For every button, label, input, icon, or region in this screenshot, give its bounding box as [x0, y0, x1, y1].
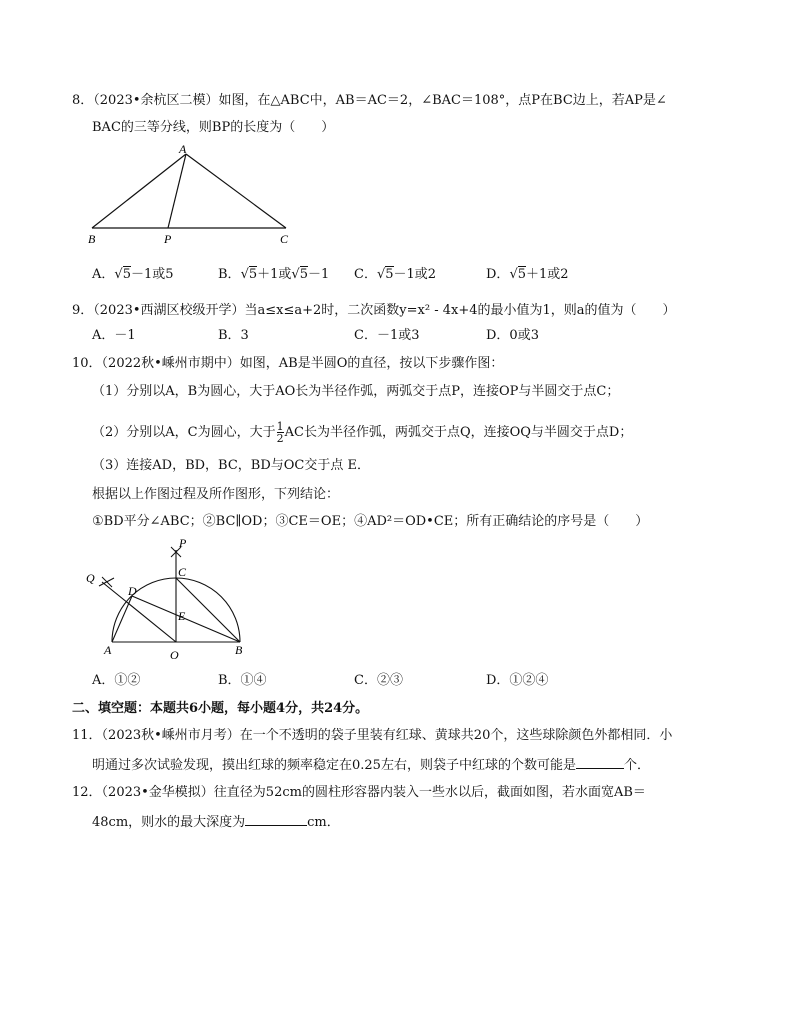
q11-answer-blank[interactable] — [576, 754, 624, 769]
q8-stem-line1: 8．（2023•余杭区二模）如图，在△ABC中，AB＝AC＝2，∠BAC＝108°，点P在BC边上，若AP是∠ — [72, 93, 667, 108]
q10-label-q: Q — [86, 571, 95, 585]
q8-label-a: A — [179, 144, 187, 156]
q10-option-c[interactable]: C．②③ — [354, 673, 403, 688]
sqrt-symbol: √5 — [291, 267, 308, 282]
q10-label-p: P — [179, 538, 187, 550]
q8-option-a[interactable]: A．√5－1或5 — [92, 267, 174, 282]
q10-label-d: D — [128, 584, 137, 598]
q10-step2: （2）分别以A，C为圆心，大于 $\frac{1}{2}$ AC长为半径作弧，两弧交于点Q，连接OQ与半圆交于点D； — [92, 420, 633, 445]
q10-step3: （3）连接AD，BD，BC，BD与OC交于点 E． — [92, 458, 371, 473]
q9-stem: 9．（2023•西湖区校级开学）当a≤x≤a+2时，二次函数y=x² - 4x+4的最小值为1，则a的值为（ ） — [72, 303, 676, 318]
fraction-half: $\frac{1}{2}$ — [276, 420, 284, 445]
q8-triangle-figure — [80, 144, 310, 248]
q12-answer-blank[interactable] — [245, 811, 307, 826]
q10-option-a[interactable]: A．①② — [92, 673, 141, 688]
q12-stem-line1: 12．（2023•金华模拟）往直径为52cm的圆柱形容器内装入一些水以后，截面如图，若水面宽AB＝ — [72, 785, 646, 800]
section-heading: 二、填空题：本题共6小题，每小题4分，共24分。 — [72, 701, 369, 716]
q8-label-b: B — [88, 232, 96, 246]
q8-stem-line2: BAC的三等分线，则BP的长度为（ ） — [92, 120, 335, 135]
q11-stem-line1: 11．（2023秋•嵊州市月考）在一个不透明的袋子里装有红球、黄球共20个，这些球除颜色外都相同．小 — [72, 728, 673, 743]
q10-conclusion-intro: 根据以上作图过程及所作图形，下列结论： — [92, 487, 340, 502]
sqrt-symbol: √5 — [509, 267, 527, 282]
sqrt-symbol: √5 — [376, 267, 394, 282]
q9-option-d[interactable]: D．0或3 — [486, 328, 539, 343]
q10-label-o: O — [170, 648, 179, 662]
sqrt-symbol: √5 — [114, 267, 131, 282]
q10-label-a: A — [104, 643, 112, 657]
q10-stem: 10．（2022秋•嵊州市期中）如图，AB是半圆O的直径，按以下步骤作图： — [72, 356, 504, 371]
q10-label-c: C — [178, 565, 187, 579]
q10-semicircle-figure — [84, 538, 264, 662]
q12-stem-line2: 48cm，则水的最大深度为 cm． — [92, 811, 340, 832]
q10-step1: （1）分别以A，B为圆心，大于AO长为半径作弧，两弧交于点P，连接OP与半圆交于点C； — [92, 384, 620, 399]
q8-label-c: C — [280, 232, 289, 246]
q8-option-c[interactable]: C．√5－1或2 — [354, 267, 437, 282]
q10-label-b: B — [235, 643, 243, 657]
q9-option-c[interactable]: C．－1或3 — [354, 328, 420, 343]
q10-option-d[interactable]: D．①②④ — [486, 673, 549, 688]
q9-option-b[interactable]: B．3 — [218, 328, 249, 343]
q10-conclusions: ①BD平分∠ABC；②BC∥OD；③CE＝OE；④AD²＝OD•CE；所有正确结论的序号是（ ） — [92, 514, 649, 529]
q8-option-d[interactable]: D．√5＋1或2 — [486, 267, 569, 282]
q10-label-e: E — [178, 609, 186, 623]
sqrt-symbol: √5 — [240, 267, 258, 282]
q8-option-b[interactable]: B．√5＋1或√5－1 — [218, 267, 330, 282]
q10-option-b[interactable]: B．①④ — [218, 673, 267, 688]
q9-option-a[interactable]: A．－1 — [92, 328, 136, 343]
q11-stem-line2: 明通过多次试验发现，摸出红球的频率稳定在0.25左右，则袋子中红球的个数可能是 个． — [92, 754, 650, 775]
q8-label-p: P — [164, 232, 172, 246]
